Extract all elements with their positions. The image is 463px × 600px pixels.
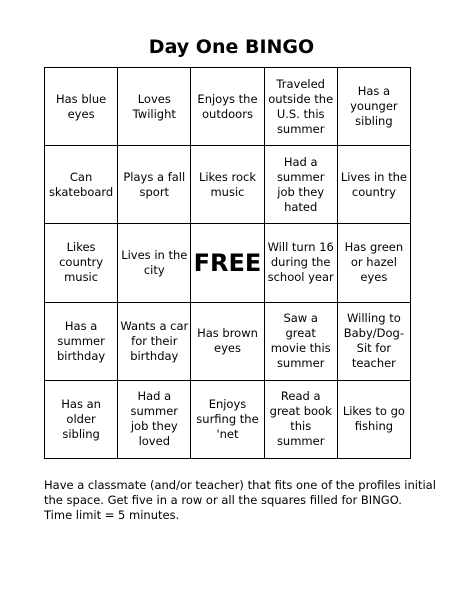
free-space-cell: FREE <box>191 224 264 302</box>
bingo-cell: Plays a fall sport <box>118 146 191 224</box>
bingo-cell: Has an older sibling <box>45 381 118 459</box>
bingo-cell: Has a summer birthday <box>45 303 118 381</box>
bingo-cell: Wants a car for their birthday <box>118 303 191 381</box>
bingo-cell: Likes country music <box>45 224 118 302</box>
bingo-cell: Willing to Baby/Dog-Sit for teacher <box>338 303 411 381</box>
bingo-cell: Has blue eyes <box>45 68 118 146</box>
bingo-cell: Likes to go fishing <box>338 381 411 459</box>
bingo-cell: Has a younger sibling <box>338 68 411 146</box>
bingo-cell: Read a great book this summer <box>265 381 338 459</box>
bingo-cell: Has brown eyes <box>191 303 264 381</box>
instructions-line: the space. Get five in a row or all the squares filled for BINGO. <box>44 493 402 507</box>
bingo-cell: Lives in the country <box>338 146 411 224</box>
instructions-line: Time limit = 5 minutes. <box>44 508 180 522</box>
bingo-cell: Will turn 16 during the school year <box>265 224 338 302</box>
page-title: Day One BINGO <box>148 36 315 58</box>
bingo-cell: Lives in the city <box>118 224 191 302</box>
instructions-line: Have a classmate (and/or teacher) that fits one of the profiles initial <box>44 478 436 492</box>
bingo-cell: Traveled outside the U.S. this summer <box>265 68 338 146</box>
bingo-cell: Has green or hazel eyes <box>338 224 411 302</box>
bingo-cell: Loves Twilight <box>118 68 191 146</box>
bingo-grid <box>44 67 411 459</box>
bingo-cell: Enjoys the outdoors <box>191 68 264 146</box>
instructions <box>44 478 444 523</box>
bingo-cell: Enjoys surfing the 'net <box>191 381 264 459</box>
bingo-cell: Had a summer job they loved <box>118 381 191 459</box>
bingo-cell: Had a summer job they hated <box>265 146 338 224</box>
bingo-cell: Can skateboard <box>45 146 118 224</box>
bingo-cell: Saw a great movie this summer <box>265 303 338 381</box>
bingo-cell: Likes rock music <box>191 146 264 224</box>
